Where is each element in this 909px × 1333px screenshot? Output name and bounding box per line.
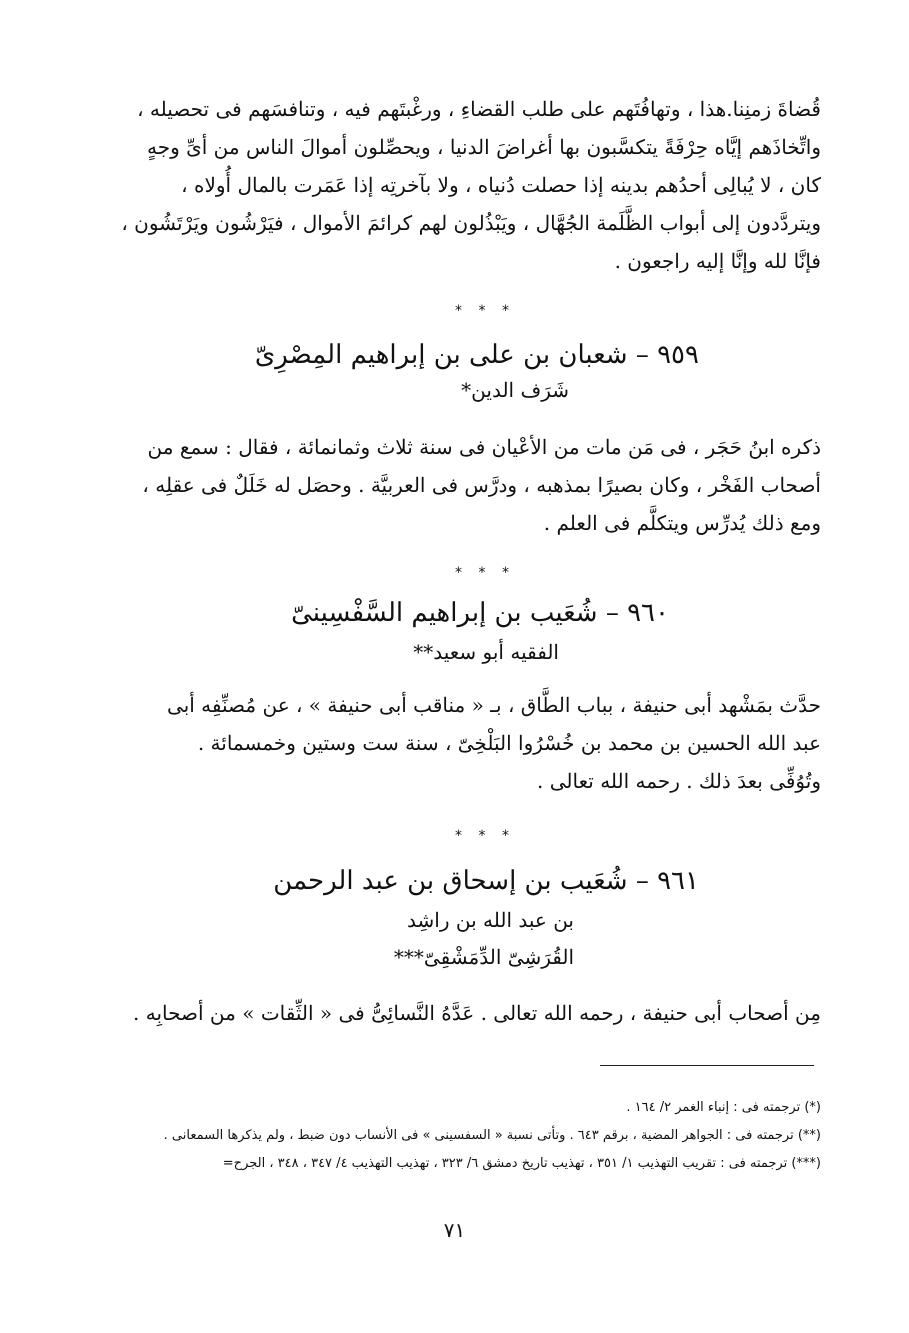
section-separator: * * *	[455, 565, 515, 581]
text-line: فإنَّا لله وإنَّا إليه راجعون .	[614, 249, 821, 273]
footnote-1: (*) ترجمته فى : إنباء الغمر ٢/ ١٦٤ .	[626, 1100, 821, 1115]
intro-paragraph	[86, 90, 821, 280]
footnote-3: (***) ترجمته فى : تقريب التهذيب ١/ ٣٥١ ، تهذيب تاريخ دمشق ٦/ ٣٢٣ ، تهذيب التهذيب ٤/ ٣٤٧ ، ٣٤٨ ، الجرح=	[222, 1156, 821, 1171]
text-line: أصحاب الفَخْر ، وكان بصيرًا بمذهبه ، ودرَّس فى العربيَّة . وحصَل له خَلَلٌ فى عقلِه ،	[142, 473, 821, 497]
page-number: ٧١	[443, 1218, 466, 1242]
footnote-rule	[600, 1065, 814, 1066]
section-separator: * * *	[455, 303, 515, 319]
entry-subtitle-960: الفقيه أبو سعيد**	[413, 640, 559, 664]
text-line: حدَّث بمَشْهد أبى حنيفة ، بباب الطَّاق ، بـ « مناقب أبى حنيفة » ، عن مُصنِّفِه أبى	[167, 693, 821, 717]
footnote-2: (**) ترجمته فى : الجواهر المضية ، برقم ٦٤٣ . وتأتى نسبة « السفسينى » فى الأنساب دون ضبط ، ولم يذكرها السمعانى .	[163, 1128, 821, 1143]
text-line: ومع ذلك يُدرِّس ويتكلَّم فى العلم .	[543, 511, 821, 535]
entry-subtitle-959: شَرَف الدين*	[461, 378, 569, 402]
entry-body-961	[86, 994, 821, 1032]
entry-subtitle-961: بن عبد الله بن راشِد	[407, 908, 574, 932]
text-line: كان ، لا يُبالِى أحدُهم بدينه إذا حصلت دُنياه ، ولا بآخرتِه إذا عَمَرت بالمال أُولاه ،	[181, 173, 821, 197]
text-line: وتُوُفِّى بعدَ ذلك . رحمه الله تعالى .	[537, 769, 821, 793]
entry-title-959: ٩٥٩ – شعبان بن على بن إبراهيم المِصْرِىّ	[254, 340, 699, 370]
section-separator: * * *	[455, 828, 515, 844]
entry-subtitle2-961: القُرَشِىّ الدِّمَشْقِىّ***	[393, 945, 574, 969]
entry-title-960: ٩٦٠ – شُعَيب بن إبراهيم السَّفْسِينىّ	[291, 598, 669, 628]
text-line: مِن أصحاب أبى حنيفة ، رحمه الله تعالى . عَدَّهُ النَّسائِىُّ فى « الثِّقات » من أصحابِه .	[133, 1001, 821, 1025]
text-line: عبد الله الحسين بن محمد بن خُسْرُوا البَلْخِىّ ، سنة ست وستين وخمسمائة .	[197, 731, 821, 755]
text-line: ذكره ابنُ حَجَر ، فى مَن مات من الأعْيان فى سنة ثلاث وثمانمائة ، فقال : سمع من	[147, 435, 821, 459]
entry-body-959	[86, 428, 821, 542]
entry-body-960	[86, 686, 821, 800]
text-line: قُضاةَ زمنِنا.هذا ، وتهافُتَهم على طلب القضاءِ ، ورغْبتَهم فيه ، وتنافسَهم فى تحصيله ،	[137, 97, 821, 121]
text-line: واتِّخاذَهم إيَّاه حِرْفَةً يتكسَّبون بها أغراضَ الدنيا ، ويحصِّلون أموالَ الناس من أىِّ وجهٍ	[147, 135, 821, 159]
text-line: ويتردَّدون إلى أبواب الظَّلَمة الجُهَّال ، ويَبْذُلون لهم كرائمَ الأموال ، فيَرْشُون ويَرْتَشُون ،	[121, 211, 821, 235]
entry-title-961: ٩٦١ – شُعَيب بن إسحاق بن عبد الرحمن	[273, 866, 699, 896]
